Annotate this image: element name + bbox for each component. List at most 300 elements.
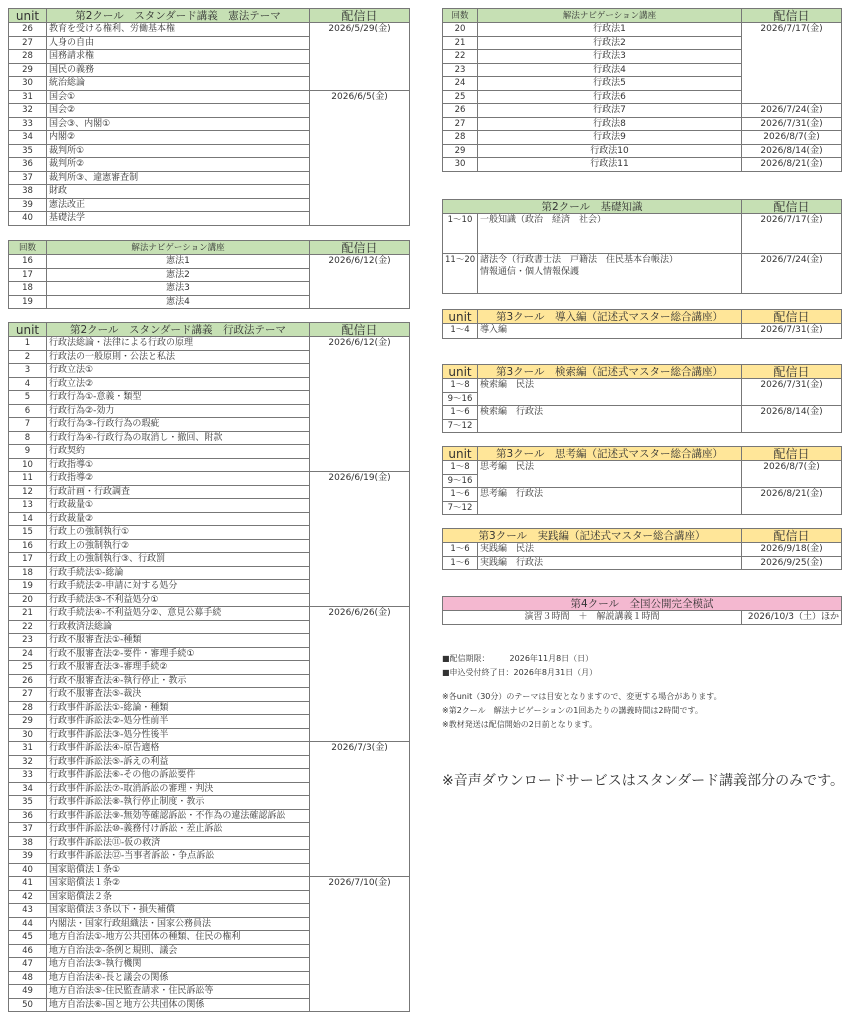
unit-number: 2 bbox=[9, 350, 47, 364]
table-row bbox=[443, 117, 842, 131]
unit-theme: 行政事件訴訟法③-処分性後半 bbox=[47, 728, 310, 742]
unit-number: 11 bbox=[9, 472, 47, 486]
mock-exam-table bbox=[442, 596, 842, 625]
unit-number: 35 bbox=[9, 144, 47, 158]
table-row bbox=[9, 90, 410, 104]
unit-range: 1～10 bbox=[443, 214, 478, 254]
session-title: 行政法7 bbox=[478, 104, 742, 118]
unit-theme: 導入編 bbox=[478, 324, 742, 339]
unit-theme: 基礎法学 bbox=[47, 212, 310, 226]
unit-theme: 国家賠償法１条① bbox=[47, 863, 310, 877]
delivery-date: 2026/8/21(金) bbox=[742, 158, 842, 172]
col-date-header: 配信日 bbox=[742, 200, 842, 214]
unit-number: 37 bbox=[9, 171, 47, 185]
unit-number: 25 bbox=[9, 661, 47, 675]
table-header bbox=[9, 323, 410, 337]
delivery-date: 2026/7/17(金) bbox=[742, 214, 842, 254]
table-row bbox=[9, 742, 410, 756]
session-title: 行政法6 bbox=[478, 90, 742, 104]
table-row bbox=[443, 488, 842, 502]
unit-theme bbox=[478, 474, 742, 488]
unit-theme: 行政指導② bbox=[47, 472, 310, 486]
table-row bbox=[443, 543, 842, 557]
session-number: 21 bbox=[443, 36, 478, 50]
delivery-date: 2026/7/3(金) bbox=[310, 742, 410, 877]
unit-theme: 財政 bbox=[47, 185, 310, 199]
table-row bbox=[443, 406, 842, 420]
delivery-date bbox=[742, 90, 842, 104]
session-number: 25 bbox=[443, 90, 478, 104]
table-row bbox=[9, 877, 410, 891]
session-number: 17 bbox=[9, 268, 47, 282]
unit-number: 33 bbox=[9, 769, 47, 783]
session-title: 憲法1 bbox=[47, 255, 310, 269]
unit-theme: 行政不服審査法①-種類 bbox=[47, 634, 310, 648]
unit-theme: 行政契約 bbox=[47, 445, 310, 459]
session-number: 22 bbox=[443, 50, 478, 64]
table-header bbox=[9, 9, 410, 23]
unit-theme: 地方自治法⑤-住民監査請求・住民訴訟等 bbox=[47, 985, 310, 999]
session-title: 行政法10 bbox=[478, 144, 742, 158]
unit-number: 5 bbox=[9, 391, 47, 405]
theme-line: 諸法令（行政書士法 戸籍法 住民基本台帳法） bbox=[480, 255, 679, 265]
delivery-date: 2026/9/25(金) bbox=[742, 556, 842, 570]
unit-number: 36 bbox=[9, 809, 47, 823]
unit-number: 28 bbox=[9, 50, 47, 64]
application-deadline: ■申込受付終了日：2026年8月31日（月） bbox=[442, 668, 598, 677]
unit-theme: 裁判所③、違憲審査制 bbox=[47, 171, 310, 185]
unit-number: 24 bbox=[9, 647, 47, 661]
col-date-header: 配信日 bbox=[742, 310, 842, 324]
unit-number: 43 bbox=[9, 904, 47, 918]
unit-theme: 行政事件訴訟法⑥-その他の訴訟要件 bbox=[47, 769, 310, 783]
unit-theme: 行政不服審査法⑤-裁決 bbox=[47, 688, 310, 702]
unit-theme bbox=[478, 501, 742, 515]
unit-number: 4 bbox=[9, 377, 47, 391]
table-row bbox=[443, 77, 842, 91]
delivery-date: 2026/8/7(金) bbox=[742, 461, 842, 475]
session-number: 29 bbox=[443, 144, 478, 158]
table-row bbox=[9, 472, 410, 486]
unit-theme: 行政行為③-行政行為の瑕疵 bbox=[47, 418, 310, 432]
delivery-date: 2026/8/14(金) bbox=[742, 406, 842, 420]
unit-number: 48 bbox=[9, 971, 47, 985]
unit-range: 7～12 bbox=[443, 501, 478, 515]
unit-theme: 検索編 民法 bbox=[478, 379, 742, 393]
delivery-date: 2026/6/26(金) bbox=[310, 607, 410, 742]
table-row bbox=[9, 607, 410, 621]
unit-number: 30 bbox=[9, 77, 47, 91]
unit-number: 38 bbox=[9, 185, 47, 199]
theme-line: 一般知識（政治 経済 社会） bbox=[480, 215, 607, 225]
unit-theme: 国家賠償法２条 bbox=[47, 890, 310, 904]
table-header bbox=[9, 241, 410, 255]
col-unit-header: unit bbox=[9, 9, 47, 23]
unit-range: 1～6 bbox=[443, 406, 478, 420]
unit-theme: 国家賠償法３条以下・損失補償 bbox=[47, 904, 310, 918]
unit-theme: 行政裁量② bbox=[47, 512, 310, 526]
col-title-header: 第3クール 実践編（記述式マスター総合講座） bbox=[443, 529, 742, 543]
unit-theme: 行政手続法④-不利益処分②、意見公募手続 bbox=[47, 607, 310, 621]
unit-theme: 行政上の強制執行③、行政罰 bbox=[47, 553, 310, 567]
unit-theme: 行政不服審査法③-審理手続② bbox=[47, 661, 310, 675]
unit-theme: 行政不服審査法④-執行停止・教示 bbox=[47, 674, 310, 688]
table-row bbox=[443, 36, 842, 50]
unit-theme: 実践編 行政法 bbox=[478, 556, 742, 570]
unit-number: 40 bbox=[9, 212, 47, 226]
table-row bbox=[443, 63, 842, 77]
delivery-date: 2026/5/29(金) bbox=[310, 23, 410, 91]
unit-number: 49 bbox=[9, 985, 47, 999]
unit-theme: 行政不服審査法②-要件・審理手続① bbox=[47, 647, 310, 661]
table-row bbox=[443, 214, 842, 254]
theme-line: 情報通信・個人情報保護 bbox=[480, 267, 580, 277]
unit-number: 27 bbox=[9, 36, 47, 50]
session-number: 19 bbox=[9, 295, 47, 309]
unit-theme: 地方自治法④-長と議会の関係 bbox=[47, 971, 310, 985]
table-row bbox=[443, 611, 842, 625]
unit-theme: 地方自治法①-地方公共団体の種類、住民の権利 bbox=[47, 931, 310, 945]
unit-number: 32 bbox=[9, 755, 47, 769]
kenpo-navigation-table bbox=[8, 240, 410, 309]
kensaku-table bbox=[442, 364, 842, 433]
col-unit-header: unit bbox=[443, 447, 478, 461]
unit-number: 20 bbox=[9, 593, 47, 607]
kenpo-standard-table bbox=[8, 8, 410, 226]
session-number: 24 bbox=[443, 77, 478, 91]
unit-theme: 行政事件訴訟法⑦-取消訴訟の審理・判決 bbox=[47, 782, 310, 796]
table-header bbox=[443, 447, 842, 461]
jissen-table bbox=[442, 528, 842, 570]
session-number: 23 bbox=[443, 63, 478, 77]
unit-number: 47 bbox=[9, 958, 47, 972]
unit-theme: 地方自治法②-条例と規則、議会 bbox=[47, 944, 310, 958]
unit-number: 17 bbox=[9, 553, 47, 567]
table-row bbox=[443, 23, 842, 37]
session-title: 行政法9 bbox=[478, 131, 742, 145]
unit-theme: 国家賠償法１条② bbox=[47, 877, 310, 891]
unit-number: 33 bbox=[9, 117, 47, 131]
unit-theme: 行政指導① bbox=[47, 458, 310, 472]
table-header bbox=[443, 310, 842, 324]
unit-number: 19 bbox=[9, 580, 47, 594]
table-row bbox=[443, 392, 842, 406]
unit-theme: 教育を受ける権利、労働基本権 bbox=[47, 23, 310, 37]
col-title-header: 第3クール 導入編（記述式マスター総合講座） bbox=[478, 310, 742, 324]
table-row bbox=[443, 131, 842, 145]
unit-theme: 行政事件訴訟法①-総論・種類 bbox=[47, 701, 310, 715]
delivery-date: 2026/7/31(金) bbox=[742, 379, 842, 393]
table-header bbox=[443, 365, 842, 379]
delivery-date bbox=[742, 36, 842, 50]
session-number: 27 bbox=[443, 117, 478, 131]
unit-theme: 思考編 民法 bbox=[478, 461, 742, 475]
unit-theme: 地方自治法⑥-国と地方公共団体の関係 bbox=[47, 998, 310, 1012]
session-title: 行政法5 bbox=[478, 77, 742, 91]
unit-theme: 行政事件訴訟法⑤-訴えの利益 bbox=[47, 755, 310, 769]
col-title-header: 第2クール スタンダード講義 行政法テーマ bbox=[47, 323, 310, 337]
unit-range: 1～6 bbox=[443, 556, 478, 570]
table-row bbox=[443, 90, 842, 104]
session-title: 行政法2 bbox=[478, 36, 742, 50]
unit-theme: 行政行為②-効力 bbox=[47, 404, 310, 418]
col-title-header: 第3クール 思考編（記述式マスター総合講座） bbox=[478, 447, 742, 461]
audio-download-note: ※音声ダウンロードサービスはスタンダード講義部分のみです。 bbox=[442, 773, 845, 789]
unit-theme: 統治総論 bbox=[47, 77, 310, 91]
col-date-header: 配信日 bbox=[310, 241, 410, 255]
unit-theme: 行政上の強制執行① bbox=[47, 526, 310, 540]
col-date-header: 配信日 bbox=[310, 323, 410, 337]
unit-theme bbox=[478, 254, 742, 294]
table-row bbox=[443, 419, 842, 433]
unit-number: 27 bbox=[9, 688, 47, 702]
unit-theme bbox=[478, 392, 742, 406]
delivery-date bbox=[742, 501, 842, 515]
unit-number: 45 bbox=[9, 931, 47, 945]
col-unit-header: unit bbox=[443, 365, 478, 379]
delivery-date bbox=[742, 77, 842, 91]
unit-theme: 行政手続法①-総論 bbox=[47, 566, 310, 580]
unit-range: 9～16 bbox=[443, 474, 478, 488]
unit-range: 11～20 bbox=[443, 254, 478, 294]
delivery-date: 2026/6/19(金) bbox=[310, 472, 410, 607]
unit-number: 13 bbox=[9, 499, 47, 513]
unit-number: 9 bbox=[9, 445, 47, 459]
remark-line: ※教材発送は配信開始の2日前となります。 bbox=[442, 720, 598, 729]
unit-theme: 行政行為①-意義・類型 bbox=[47, 391, 310, 405]
unit-theme bbox=[478, 419, 742, 433]
unit-theme: 国務請求権 bbox=[47, 50, 310, 64]
delivery-date: 2026/6/12(金) bbox=[310, 255, 410, 309]
table-header bbox=[443, 529, 842, 543]
delivery-date: 2026/7/31(金) bbox=[742, 324, 842, 339]
session-title: 憲法4 bbox=[47, 295, 310, 309]
unit-theme: 思考編 行政法 bbox=[478, 488, 742, 502]
session-number: 18 bbox=[9, 282, 47, 296]
col-title-header: 解法ナビゲーション講座 bbox=[47, 241, 310, 255]
unit-number: 44 bbox=[9, 917, 47, 931]
unit-theme: 行政立法① bbox=[47, 364, 310, 378]
unit-range: 7～12 bbox=[443, 419, 478, 433]
unit-range: 1～6 bbox=[443, 488, 478, 502]
delivery-date: 2026/7/17(金) bbox=[742, 23, 842, 37]
unit-range: 1～8 bbox=[443, 379, 478, 393]
unit-theme: 行政事件訴訟法②-処分性前半 bbox=[47, 715, 310, 729]
unit-theme: 行政事件訴訟法④-原告適格 bbox=[47, 742, 310, 756]
unit-number: 41 bbox=[9, 877, 47, 891]
unit-theme: 行政手続法③-不利益処分① bbox=[47, 593, 310, 607]
delivery-date bbox=[742, 392, 842, 406]
table-row bbox=[443, 461, 842, 475]
unit-number: 18 bbox=[9, 566, 47, 580]
gyoseiho-navigation-table bbox=[442, 8, 842, 172]
delivery-date bbox=[742, 474, 842, 488]
unit-number: 46 bbox=[9, 944, 47, 958]
table-row bbox=[9, 337, 410, 351]
unit-theme: 裁判所① bbox=[47, 144, 310, 158]
unit-theme: 行政法の一般原則・公法と私法 bbox=[47, 350, 310, 364]
unit-number: 7 bbox=[9, 418, 47, 432]
table-row bbox=[9, 255, 410, 269]
unit-number: 12 bbox=[9, 485, 47, 499]
delivery-date: 2026/6/12(金) bbox=[310, 337, 410, 472]
table-header bbox=[443, 200, 842, 214]
delivery-date: 2026/7/31(金) bbox=[742, 117, 842, 131]
unit-number: 31 bbox=[9, 742, 47, 756]
unit-number: 31 bbox=[9, 90, 47, 104]
unit-number: 22 bbox=[9, 620, 47, 634]
table-row bbox=[443, 556, 842, 570]
unit-number: 3 bbox=[9, 364, 47, 378]
deadline-notes bbox=[442, 652, 597, 680]
shiko-table bbox=[442, 446, 842, 515]
table-header bbox=[443, 597, 842, 611]
unit-theme bbox=[478, 214, 742, 254]
unit-number: 26 bbox=[9, 674, 47, 688]
donyu-table bbox=[442, 309, 842, 339]
unit-theme: 行政救済法総論 bbox=[47, 620, 310, 634]
unit-number: 42 bbox=[9, 890, 47, 904]
delivery-date: 2026/8/7(金) bbox=[742, 131, 842, 145]
session-title: 行政法3 bbox=[478, 50, 742, 64]
unit-number: 38 bbox=[9, 836, 47, 850]
delivery-date: 2026/7/24(金) bbox=[742, 254, 842, 294]
unit-theme: 人身の自由 bbox=[47, 36, 310, 50]
delivery-date: 2026/7/24(金) bbox=[742, 104, 842, 118]
table-row bbox=[443, 144, 842, 158]
unit-theme: 行政立法② bbox=[47, 377, 310, 391]
table-row bbox=[9, 23, 410, 37]
mock-exam-title: 第4クール 全国公開完全模試 bbox=[443, 597, 842, 611]
session-number: 16 bbox=[9, 255, 47, 269]
unit-number: 36 bbox=[9, 158, 47, 172]
table-row bbox=[443, 501, 842, 515]
unit-theme: 検索編 行政法 bbox=[478, 406, 742, 420]
session-number: 28 bbox=[443, 131, 478, 145]
unit-theme: 内閣② bbox=[47, 131, 310, 145]
col-date-header: 配信日 bbox=[310, 9, 410, 23]
unit-range: 1～6 bbox=[443, 543, 478, 557]
col-title-header: 第3クール 検索編（記述式マスター総合講座） bbox=[478, 365, 742, 379]
delivery-date: 2026/8/21(金) bbox=[742, 488, 842, 502]
session-number: 30 bbox=[443, 158, 478, 172]
unit-theme: 行政裁量① bbox=[47, 499, 310, 513]
unit-number: 29 bbox=[9, 715, 47, 729]
unit-theme: 国会③、内閣① bbox=[47, 117, 310, 131]
unit-number: 26 bbox=[9, 23, 47, 37]
unit-range: 9～16 bbox=[443, 392, 478, 406]
unit-theme: 行政行為④-行政行為の取消し・撤回、附款 bbox=[47, 431, 310, 445]
gyoseiho-standard-table bbox=[8, 322, 410, 1012]
unit-number: 32 bbox=[9, 104, 47, 118]
unit-number: 14 bbox=[9, 512, 47, 526]
delivery-date bbox=[742, 63, 842, 77]
col-count-header: 回数 bbox=[443, 9, 478, 23]
unit-number: 1 bbox=[9, 337, 47, 351]
col-title-header: 第2クール 基礎知識 bbox=[443, 200, 742, 214]
table-row bbox=[443, 158, 842, 172]
unit-theme: 内閣法・国家行政組織法・国家公務員法 bbox=[47, 917, 310, 931]
col-title-header: 第2クール スタンダード講義 憲法テーマ bbox=[47, 9, 310, 23]
unit-number: 40 bbox=[9, 863, 47, 877]
unit-number: 39 bbox=[9, 198, 47, 212]
session-number: 26 bbox=[443, 104, 478, 118]
col-count-header: 回数 bbox=[9, 241, 47, 255]
unit-number: 16 bbox=[9, 539, 47, 553]
unit-theme: 行政手続法②-申請に対する処分 bbox=[47, 580, 310, 594]
unit-theme: 地方自治法③-執行機関 bbox=[47, 958, 310, 972]
table-row bbox=[443, 379, 842, 393]
unit-number: 34 bbox=[9, 782, 47, 796]
session-title: 憲法3 bbox=[47, 282, 310, 296]
session-title: 行政法1 bbox=[478, 23, 742, 37]
remark-line: ※各unit（30分）のテーマは目安となりますので、変更する場合があります。 bbox=[442, 692, 722, 701]
kiso-chishiki-table bbox=[442, 199, 842, 294]
unit-theme: 国会① bbox=[47, 90, 310, 104]
unit-range: 1～4 bbox=[443, 324, 478, 339]
unit-theme: 行政計画・行政調査 bbox=[47, 485, 310, 499]
unit-number: 29 bbox=[9, 63, 47, 77]
session-title: 行政法4 bbox=[478, 63, 742, 77]
mock-exam-description: 演習３時間 ＋ 解説講義１時間 bbox=[443, 611, 742, 625]
unit-theme: 行政上の強制執行② bbox=[47, 539, 310, 553]
delivery-date: 2026/6/5(金) bbox=[310, 90, 410, 225]
unit-theme: 行政事件訴訟法⑩-義務付け訴訟・差止訴訟 bbox=[47, 823, 310, 837]
delivery-date: 2026/7/10(金) bbox=[310, 877, 410, 1012]
session-title: 憲法2 bbox=[47, 268, 310, 282]
table-row bbox=[443, 104, 842, 118]
delivery-deadline: ■配信期限： 2026年11月8日（日） bbox=[442, 654, 594, 663]
unit-theme: 裁判所② bbox=[47, 158, 310, 172]
unit-number: 50 bbox=[9, 998, 47, 1012]
unit-number: 15 bbox=[9, 526, 47, 540]
unit-number: 28 bbox=[9, 701, 47, 715]
table-header bbox=[443, 9, 842, 23]
unit-number: 10 bbox=[9, 458, 47, 472]
unit-theme: 憲法改正 bbox=[47, 198, 310, 212]
unit-range: 1～8 bbox=[443, 461, 478, 475]
session-title: 行政法11 bbox=[478, 158, 742, 172]
remarks bbox=[442, 690, 722, 732]
session-number: 20 bbox=[443, 23, 478, 37]
session-title: 行政法8 bbox=[478, 117, 742, 131]
unit-number: 39 bbox=[9, 850, 47, 864]
unit-theme: 行政事件訴訟法⑪-仮の救済 bbox=[47, 836, 310, 850]
remark-line: ※第2クール 解法ナビゲーションの1回あたりの講義時間は2時間です。 bbox=[442, 706, 703, 715]
unit-number: 30 bbox=[9, 728, 47, 742]
delivery-date: 2026/8/14(金) bbox=[742, 144, 842, 158]
unit-number: 23 bbox=[9, 634, 47, 648]
col-date-header: 配信日 bbox=[742, 447, 842, 461]
table-row bbox=[443, 50, 842, 64]
unit-theme: 国会② bbox=[47, 104, 310, 118]
unit-number: 8 bbox=[9, 431, 47, 445]
table-row bbox=[443, 324, 842, 339]
unit-theme: 行政事件訴訟法⑧-執行停止制度・教示 bbox=[47, 796, 310, 810]
unit-number: 6 bbox=[9, 404, 47, 418]
col-date-header: 配信日 bbox=[742, 365, 842, 379]
col-date-header: 配信日 bbox=[742, 9, 842, 23]
delivery-date bbox=[742, 419, 842, 433]
unit-theme: 行政事件訴訟法⑨-無効等確認訴訟・不作為の違法確認訴訟 bbox=[47, 809, 310, 823]
unit-theme: 実践編 民法 bbox=[478, 543, 742, 557]
unit-number: 37 bbox=[9, 823, 47, 837]
delivery-date: 2026/9/18(金) bbox=[742, 543, 842, 557]
col-unit-header: unit bbox=[9, 323, 47, 337]
col-date-header: 配信日 bbox=[742, 529, 842, 543]
table-row bbox=[443, 474, 842, 488]
col-unit-header: unit bbox=[443, 310, 478, 324]
